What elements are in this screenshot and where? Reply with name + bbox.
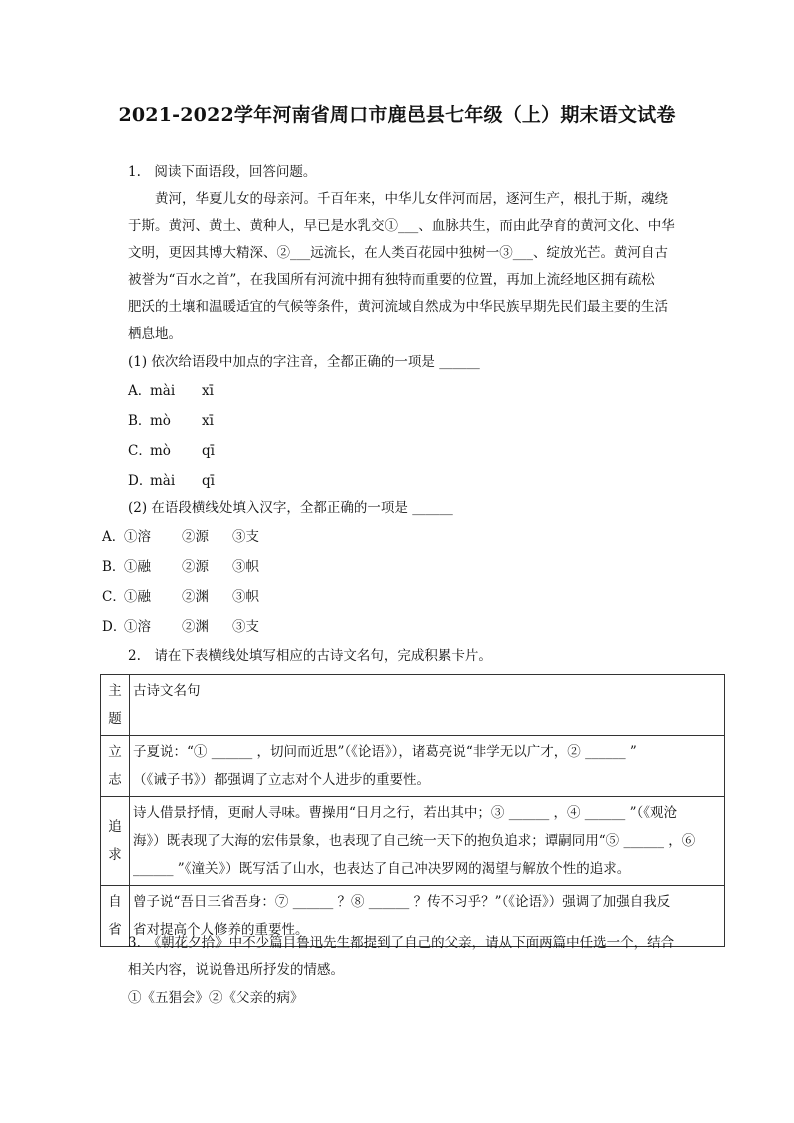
q1-passage-line: 于斯。黄河、黄土、黄种人，早已是水乳交①___、血脉共生，而由此孕育的黄河文化、中华 [128,218,675,234]
option-pinyin-2: xī [202,383,214,399]
q3-line: 3. 《朝花夕拾》中不少篇目鲁迅先生都提到了自己的父亲，请从下面两篇中任选一个，结合 [128,935,675,951]
option-pinyin-1: mài [150,383,176,399]
option-char-1: ①融 [124,589,151,605]
option-char-1: ①溶 [124,619,151,635]
row-line: 省对提高个人修养的重要性。 [133,922,309,938]
q1-passage-line: 文明，更因其博大精深、②___远流长，在人类百花园中独树一③___、绽放光芒。黄河自古 [128,245,668,261]
option-char-3: ③支 [232,619,259,635]
option-char-1: ①融 [124,559,151,575]
q1-sub1-option[interactable] [128,441,215,461]
option-char-1: ①溶 [124,529,151,545]
option-pinyin-2: xī [202,413,214,429]
option-char-2: ②渊 [182,619,209,635]
option-label: C． [102,589,126,605]
q1-sub2-option[interactable] [102,617,259,637]
q1-sub1-option[interactable] [128,411,214,431]
row-line: ______ ”《潼关》）既写活了山水，也表达了自己冲决罗网的渴望与解放个性的追求。 [133,861,631,877]
q1-passage-line: 栖息地。 [128,326,182,342]
q1-passage-line: 黄河，华夏儿女的母亲河。千百年来，中华儿女伴河而居，逐河生产，根扎于斯，魂绕 [128,191,668,207]
row-theme: 自省 [101,886,130,947]
option-char-2: ②源 [182,529,209,545]
q1-sub1-prompt: (1) 依次给语段中加点的字注音，全都正确的一项是 ______ [128,354,480,370]
row-line: 子夏说：“① ______ ，切问而近思”（《论语》），诸葛亮说“非学无以广才，② ______ ” [133,744,637,760]
option-label: D． [102,619,127,635]
table-row [101,797,725,886]
exam-title: 2021-2022学年河南省周口市鹿邑县七年级（上）期末语文试卷 [118,104,676,126]
q1-sub1-option[interactable] [128,381,214,401]
row-theme: 立志 [101,736,130,797]
option-label: A． [128,383,152,399]
table-header-row [101,675,725,736]
q1-sub2-option[interactable] [102,557,259,577]
poetry-card-table [100,674,725,947]
q1-sub2-option[interactable] [102,587,259,607]
row-content[interactable] [130,736,725,797]
q1-sub1-option[interactable] [128,471,215,491]
row-theme: 追求 [101,797,130,886]
q1-passage-line: 肥沃的土壤和温暖适宜的气候等条件，黄河流域自然成为中华民族早期先民们最主要的生活 [128,299,668,315]
q2-stem: 2. 请在下表横线处填写相应的古诗文名句，完成积累卡片。 [128,648,492,664]
row-content[interactable] [130,797,725,886]
option-pinyin-1: mò [150,413,171,429]
option-char-3: ③帜 [232,559,259,575]
q3-line: 相关内容，说说鲁迅所抒发的情感。 [128,962,344,978]
header-theme: 主题 [101,675,130,736]
option-pinyin-2: qī [202,443,215,459]
table-row [101,736,725,797]
option-char-3: ③支 [232,529,259,545]
option-char-2: ②源 [182,559,209,575]
q3-line: ①《五猖会》②《父亲的病》 [128,990,304,1006]
row-line: （《诫子书》）都强调了立志对个人进步的重要性。 [133,772,430,788]
option-label: A． [102,529,126,545]
option-char-2: ②渊 [182,589,209,605]
option-pinyin-1: mài [150,473,176,489]
option-label: D． [128,473,153,489]
option-label: C． [128,443,152,459]
option-pinyin-1: mò [150,443,171,459]
row-line: 海》）既表现了大海的宏伟景象，也表现了自己统一天下的抱负追求；谭嗣同用“⑤ ______ ，⑥ [133,833,696,849]
row-line: 曾子说“吾日三省吾身：⑦ ______ ？⑧ ______ ？传不习乎？”（《论语》）强调了加强自我反 [133,894,671,910]
q1-passage-line: 被誉为“百水之首”，在我国所有河流中拥有独特而重要的位置，再加上流经地区拥有疏松 [128,272,655,288]
option-char-3: ③帜 [232,589,259,605]
option-label: B． [128,413,152,429]
option-label: B． [102,559,126,575]
q1-sub2-prompt: (2) 在语段横线处填入汉字，全都正确的一项是 ______ [128,500,453,516]
option-pinyin-2: qī [202,473,215,489]
header-content: 古诗文名句 [130,675,725,736]
q1-stem: 1. 阅读下面语段，回答问题。 [128,164,317,180]
q1-sub2-option[interactable] [102,527,259,547]
row-line: 诗人借景抒情，更耐人寻味。曹操用“日月之行，若出其中；③ ______ ，④ ______ ”（《观沧 [133,805,677,821]
